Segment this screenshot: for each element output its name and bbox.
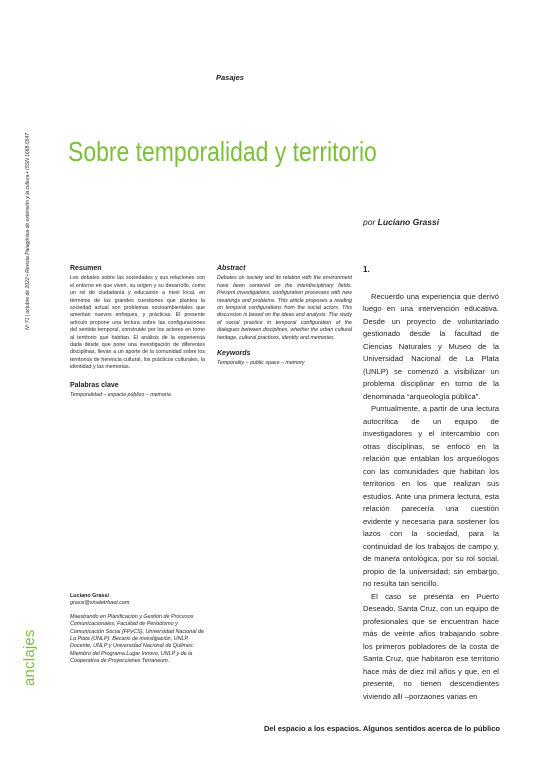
resumen-heading: Resumen	[70, 265, 102, 272]
resumen-column	[70, 265, 205, 400]
section-label: Pasajes	[216, 73, 244, 82]
author-bio: Maestrando en Planificación y Gestión de Procesos Comunicacionales, Facultad de Periodismo y Comunicación Social (FPyCS), Universidad Nacional de La Plata (UNLP). Becario de investigación, UNLP. Docente, UNLP y Universidad Nacional de Quilmes. Miembro del Programa Lugar Innovo, UNLP y de la Cooperativa de Proyecciones Terraneum.	[70, 613, 204, 665]
keywords-heading-en: Keywords	[217, 350, 251, 358]
keywords-heading-es: Palabras clave	[70, 381, 119, 389]
issn-text: Nº 71 | octubre de 2022 • Revista Patagónica de extensión y la cultura • ISSN 1668-5547	[25, 132, 31, 330]
contact-email: grassi@sinaletrhaot.com	[70, 600, 130, 607]
keywords-en: Temporality – public space – memory	[217, 360, 305, 367]
author-name: Luciano Grassi	[377, 217, 440, 227]
author-prefix: por	[363, 217, 378, 227]
issn-sidebar	[22, 70, 36, 330]
contact-name: Luciano Grassi	[70, 593, 109, 599]
abstract-heading: Abstract	[217, 265, 246, 272]
article-title: Sobre temporalidad y territorio	[68, 136, 377, 167]
author-contact	[70, 593, 210, 666]
keywords-es: Temporalidad – espacio público – memoria	[70, 392, 171, 399]
section-number: 1.	[363, 265, 370, 274]
abstract-text: Debates on society and its relation with the environment have been centered on the interdisciplinary fields. Present investigations, configuration processes with new meanings and problems. This article proposes a reading on temporal configurations from the social actors. This discussion is based on the ideas and analysis. The study of social practice in temporal configuration of the dialogues between disciplines, whether the urban cultural heritage, cultural practices, identity and memories.	[217, 275, 352, 341]
body-column	[363, 264, 499, 703]
author-byline	[363, 217, 439, 227]
body-paragraph: Recuerdo una experiencia que derivó luego en una intervención educativa. Desde un proyecto de voluntariado gestionado desde la facultad de Ciencias Naturales y Museo de la Universidad Nacional de La Plata (UNLP) se comenzó a visibilizar un problema disciplinar en torno de la denominada “arqueología pública”.	[363, 291, 499, 401]
body-paragraph: El caso se presenta en Puerto Deseado, Santa Cruz, con un equipo de profesionales que se encuentran hace más de veinte años trabajando sobre los primeros pobladores de la costa de Santa Cruz, que habitaron ese territorio hace más de diez mil años y que, en el presente, no tienen descendientes viviendo allí –porzaones varias en	[363, 591, 499, 701]
resumen-text: Los debates sobre las sociedades y sus relaciones con el entorno en que viven, su origen y su desarrollo, como un rol de ciudadanía y educación a nivel local, en términos de las grandes cuestiones que plantea la sociedad actual son problemas socioambientales que ameritan nuevos enfoques, y prácticas. El presente artículo propone una lectura sobre las configuraciones del sentido temporal, construido por los actores en torno al territorio que habitan. El análisis de la experiencia dada desde que pone una investigación de diferentes disciplinas, llevan a un aporte de la comunidad sobre los territorios de herencia cultural, los prácticos culturales, la identidad y las memorias.	[70, 275, 205, 371]
body-paragraph: Puntualmente, a partir de una lectura autocrítica de un equipo de investigadores y el intercambio con otras disciplinas, se enfocó en la relación que entablan los arqueólogos con las comunidades que habitan los territorios en los que realizan sus estudios. Ante una primera lectura, esta relación parecería una cuestión evidente y necesaria para sostener los lazos con la sociedad, para la continuidad de los trabajos de campo y, de manera ontológica, por su rol social, propio de la universidad; sin embargo, no resulta tan sencillo.	[363, 404, 499, 588]
brand-sidebar	[18, 620, 44, 690]
running-footer: Del espacio a los espacios. Algunos sentidos acerca de lo público	[263, 724, 500, 733]
brand-label: anclajes	[21, 629, 38, 686]
abstract-column	[217, 265, 352, 368]
